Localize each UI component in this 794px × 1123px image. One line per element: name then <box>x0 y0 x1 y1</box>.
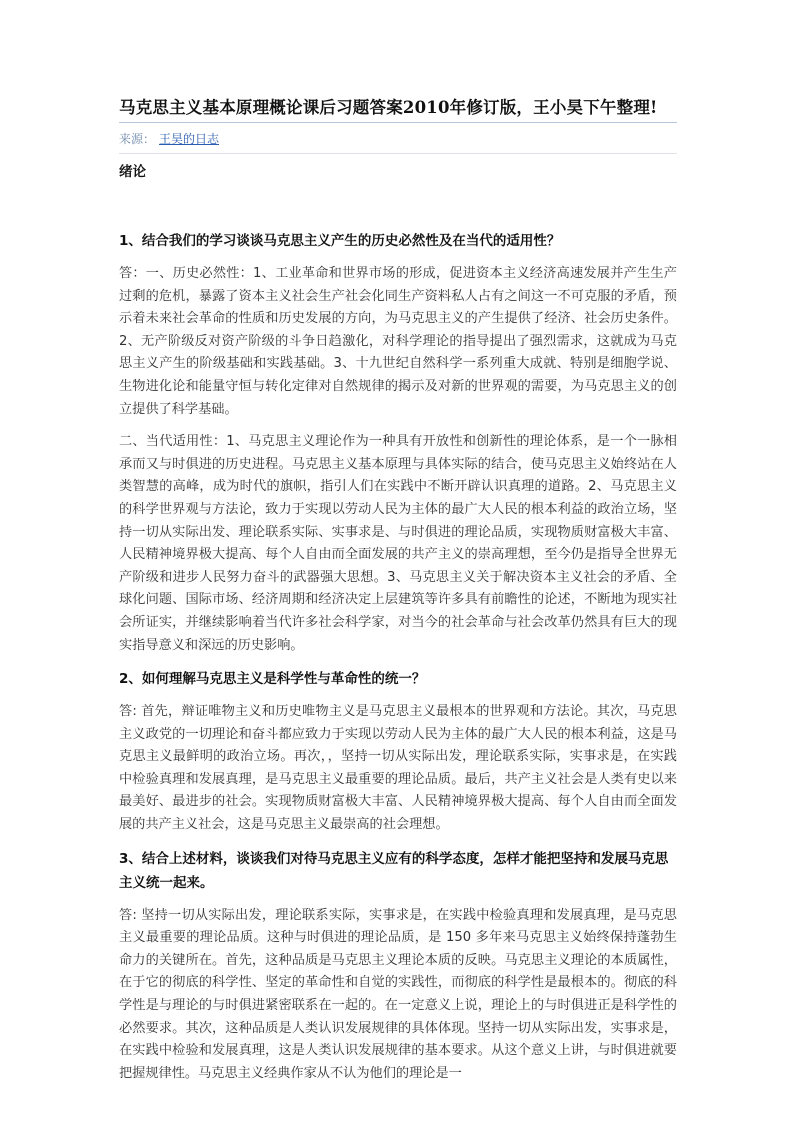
answer-3: 答: 坚持一切从实际出发，理论联系实际，实事求是，在实践中检验真理和发展真理，是马克思主义最重要的理论品质。这种与时俱进的理论品质，是 150 多年来马克思主义始终保持蓬勃生命力的关键所在。首先，这种品质是马克思主义理论本质的反映。马克思主义理论的本质属性，在于它的彻底的科学性、坚定的革命性和自觉的实践性，而彻底的科学性是最根本的。彻底的科学性是与理论的与时俱进紧密联系在一起的。在一定意义上说，理论上的与时俱进正是科学性的必然要求。其次，这种品质是人类认识发展规律的具体体现。坚持一切从实际出发，实事求是，在实践中检验和发展真理，这是人类认识发展规律的基本要求。从这个意义上讲，与时俱进就要把握规律性。马克思主义经典作家从不认为他们的理论是一 <box>119 907 677 1081</box>
question-2: 2、如何理解马克思主义是科学性与革命性的统一？ <box>119 671 426 688</box>
answer-2: 答: 首先，辩证唯物主义和历史唯物主义是马克思主义最根本的世界观和方法论。其次，马克思主义政党的一切理论和奋斗都应致力于实现以劳动人民为主体的最广大人民的根本利益，这是马克思主义最鲜明的政治立场。再次，，坚持一切从实际出发，理论联系实际，实事求是，在实践中检验真理和发展真理，是马克思主义最重要的理论品质。最后，共产主义社会是人类有史以来最美好、最进步的社会。实现物质财富极大丰富、人民精神境界极大提高、每个人自由而全面发展的共产主义社会，这是马克思主义最崇高的社会理想。 <box>119 704 677 833</box>
source-line <box>119 123 677 154</box>
answer-1-part-2: 二、当代适用性：1、马克思主义理论作为一种具有开放性和创新性的理论体系，是一个一脉相承而又与时俱进的历史进程。马克思主义基本原理与具体实际的结合，使马克思主义始终站在人类智慧的高峰，成为时代的旗帜，指引人们在实践中不断开辟认识真理的道路。2、马克思主义的科学世界观与方法论，致力于实现以劳动人民为主体的最广大人民的根本利益的政治立场，坚持一切从实际出发、理论联系实际、实事求是、与时俱进的理论品质，实现物质财富极大丰富、人民精神境界极大提高、每个人自由而全面发展的共产主义的崇高理想，至今仍是指导全世界无产阶级和进步人民努力奋斗的武器强大思想。3、马克思主义关于解决资本主义社会的矛盾、全球化问题、国际市场、经济周期和经济决定上层建筑等许多具有前瞻性的论述，不断地为现实社会所证实，并继续影响着当代许多社会科学家，对当今的社会革命与社会改革仍然具有巨大的现实指导意义和深远的历史影响。 <box>119 434 677 653</box>
answer-1-part-1: 答：一、历史必然性：1、工业革命和世界市场的形成，促进资本主义经济高速发展并产生生产过剩的危机，暴露了资本主义社会生产社会化同生产资料私人占有之间这一不可克服的矛盾，预示着未来社会革命的性质和历史发展的方向，为马克思主义的产生提供了经济、社会历史条件。2、无产阶级反对资产阶级的斗争日趋激化，对科学理论的指导提出了强烈需求，这就成为马克思主义产生的阶级基础和实践基础。3、十九世纪自然科学一系列重大成就、特别是细胞学说、生物进化论和能量守恒与转化定律对自然规律的揭示及对新的世界观的需要，为马克思主义的创立提供了科学基础。 <box>119 266 677 417</box>
source-link[interactable]: 王昊的日志 <box>159 132 220 146</box>
article <box>119 92 677 1095</box>
page-title: 马克思主义基本原理概论课后习题答案2010年修订版，王小昊下午整理! <box>119 92 677 123</box>
spacer <box>119 180 677 229</box>
qa-block-3 <box>119 847 677 1086</box>
question-1: 1、结合我们的学习谈谈马克思主义产生的历史必然性及在当代的适用性？ <box>119 233 561 249</box>
section-heading: 绪论 <box>119 164 146 180</box>
qa-block-2 <box>119 667 677 837</box>
qa-block-1 <box>119 229 677 657</box>
question-3: 3、结合上述材料，谈谈我们对待马克思主义应有的科学态度，怎样才能把坚持和发展马克思主义统一起来。 <box>119 850 669 891</box>
source-label: 来源： <box>119 132 156 146</box>
